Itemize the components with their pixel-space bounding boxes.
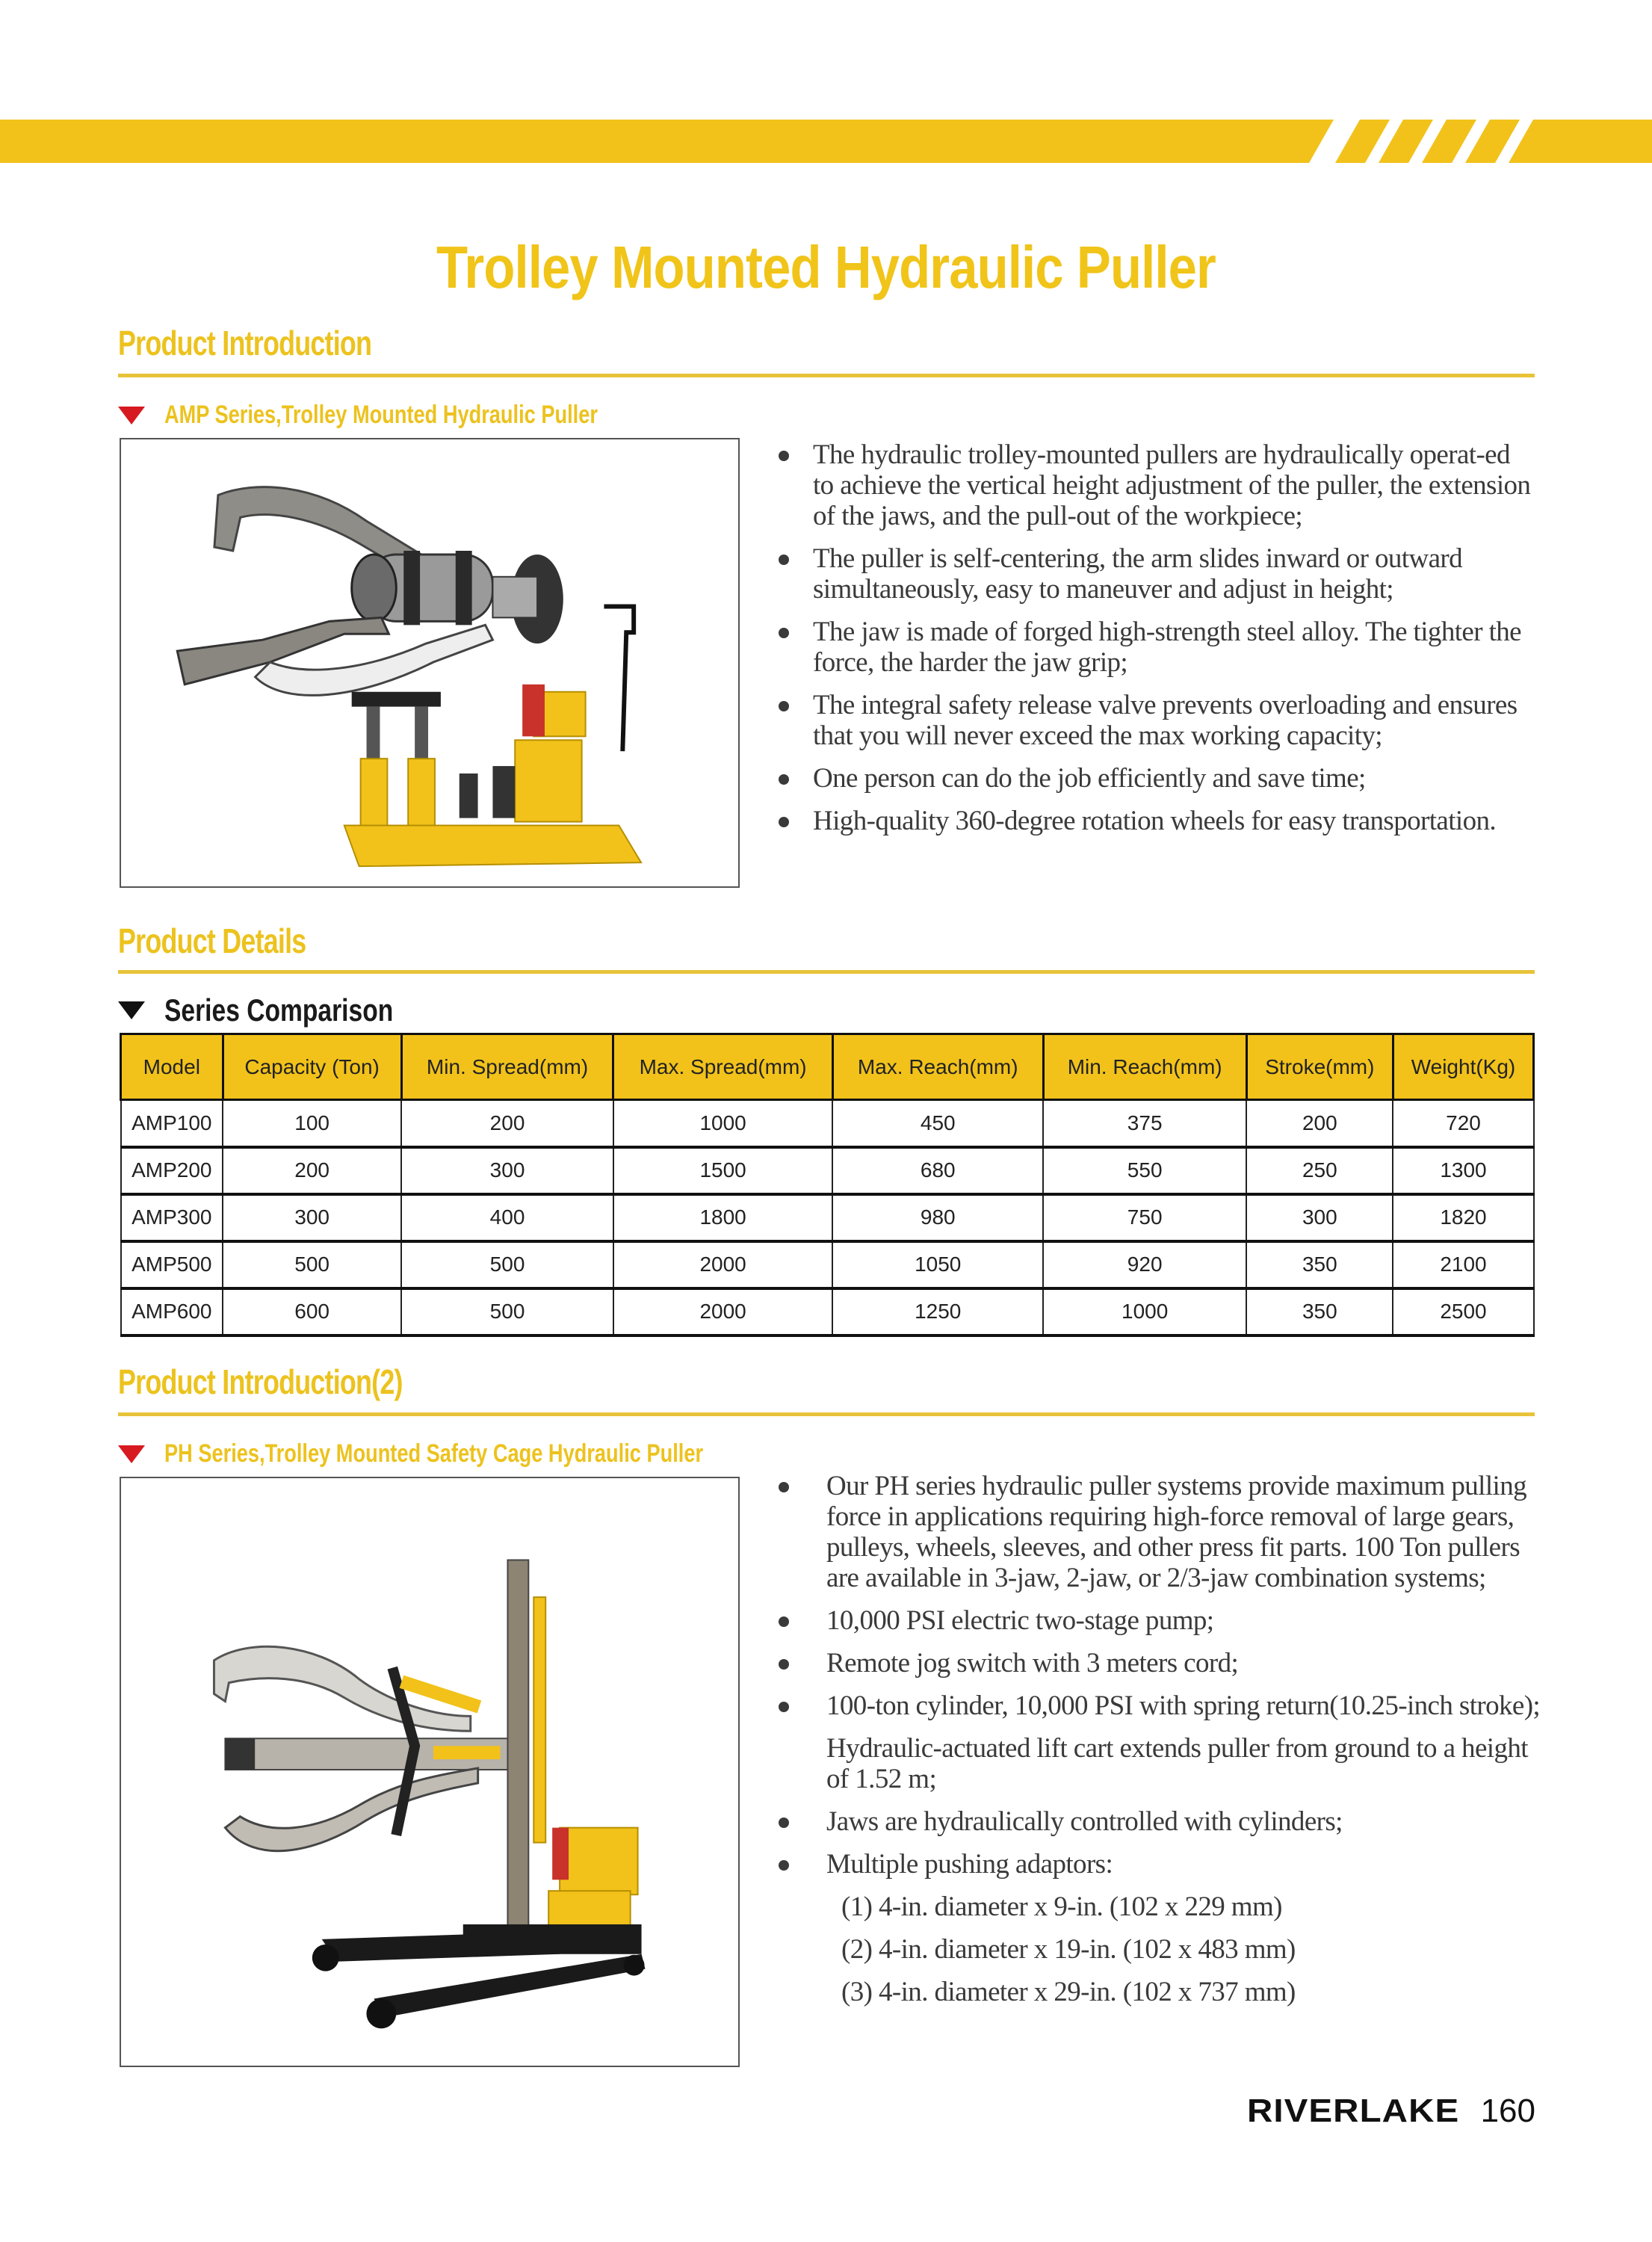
page-title: Trolley Mounted Hydraulic Puller xyxy=(436,234,1216,300)
feature-item: Jaws are hydraulically controlled with cylinders; xyxy=(779,1806,1541,1837)
table-cell: 1000 xyxy=(1043,1288,1246,1335)
table-row xyxy=(121,1100,1534,1147)
feature-item: Hydraulic-actuated lift cart extends puller from ground to a height of 1.52 m; xyxy=(826,1733,1528,1794)
adaptor-item: (3) 4-in. diameter x 29-in. (102 x 737 mm) xyxy=(841,1977,1296,2007)
adaptor-item: (2) 4-in. diameter x 19-in. (102 x 483 mm) xyxy=(841,1934,1296,1965)
header-stripe-graphic xyxy=(0,120,1652,163)
section-divider xyxy=(118,1412,1535,1416)
table-row xyxy=(121,1194,1534,1241)
column-header: Stroke(mm) xyxy=(1246,1034,1393,1100)
table-cell: 350 xyxy=(1246,1288,1393,1335)
bullet-icon xyxy=(779,1702,789,1712)
bullet-icon xyxy=(779,817,789,827)
table-cell: 1000 xyxy=(613,1100,832,1147)
feature-item: 100-ton cylinder, 10,000 PSI with spring return(10.25-inch stroke); xyxy=(779,1690,1541,1721)
table-cell: 750 xyxy=(1043,1194,1246,1241)
subheading-ph-series xyxy=(118,1439,838,1469)
page-footer xyxy=(1247,2093,1535,2130)
section-divider xyxy=(118,374,1535,377)
amp-puller-illustration xyxy=(121,439,738,886)
table-cell: 300 xyxy=(1246,1194,1393,1241)
ph-puller-illustration xyxy=(121,1478,738,2066)
table-cell: 2100 xyxy=(1393,1241,1533,1288)
column-header: Max. Spread(mm) xyxy=(613,1034,832,1100)
table-cell: 450 xyxy=(832,1100,1043,1147)
bullet-icon xyxy=(779,1616,789,1627)
triangle-down-icon xyxy=(118,1001,145,1019)
column-header: Model xyxy=(121,1034,223,1100)
adaptor-item: (1) 4-in. diameter x 9-in. (102 x 229 mm) xyxy=(841,1892,1282,1922)
feature-item: The jaw is made of forged high-strength steel alloy. The tighter the force, the harder the jaw grip; xyxy=(779,617,1533,678)
table-cell: 200 xyxy=(223,1147,401,1194)
page-number: 160 xyxy=(1480,2093,1535,2129)
subheading-text: PH Series,Trolley Mounted Safety Cage Hydraulic Puller xyxy=(164,1439,704,1468)
table-cell: 250 xyxy=(1246,1147,1393,1194)
table-cell: 2500 xyxy=(1393,1288,1533,1335)
table-cell: 1250 xyxy=(832,1288,1043,1335)
feature-item: The hydraulic trolley-mounted pullers are hydraulically operat-ed to achieve the vertical height adjustment of the puller, the extension of the jaws, and the pull-out of the workpiece; xyxy=(779,439,1533,531)
ph-puller-photo xyxy=(120,1477,740,2067)
table-cell: 980 xyxy=(832,1194,1043,1241)
series-comparison-table xyxy=(120,1033,1535,1337)
table-cell: 550 xyxy=(1043,1147,1246,1194)
section-heading-product-introduction-2: Product Introduction(2) xyxy=(118,1362,403,1401)
table-cell: 1500 xyxy=(613,1147,832,1194)
column-header: Capacity (Ton) xyxy=(223,1034,401,1100)
table-cell: 2000 xyxy=(613,1288,832,1335)
bullet-icon xyxy=(779,1482,789,1492)
table-cell: AMP200 xyxy=(121,1147,223,1194)
section-heading-product-introduction: Product Introduction xyxy=(118,324,372,362)
table-cell: 1050 xyxy=(832,1241,1043,1288)
table-cell: 350 xyxy=(1246,1241,1393,1288)
bullet-icon xyxy=(779,1860,789,1871)
table-cell: 200 xyxy=(1246,1100,1393,1147)
table-cell: 680 xyxy=(832,1147,1043,1194)
bullet-icon xyxy=(779,1818,789,1828)
table-cell: 300 xyxy=(401,1147,613,1194)
bullet-icon xyxy=(779,628,789,638)
table-cell: 600 xyxy=(223,1288,401,1335)
table-cell: AMP100 xyxy=(121,1100,223,1147)
bullet-icon xyxy=(779,701,789,711)
subheading-text: Series Comparison xyxy=(164,992,394,1028)
section-heading-product-details: Product Details xyxy=(118,921,306,960)
subheading-amp-series xyxy=(118,401,706,430)
table-cell: 500 xyxy=(223,1241,401,1288)
table-body xyxy=(121,1100,1534,1335)
table-cell: 500 xyxy=(401,1288,613,1335)
table-cell: 1300 xyxy=(1393,1147,1533,1194)
brand-logo: RIVERLAKE xyxy=(1247,2093,1460,2129)
table-header-row xyxy=(121,1034,1534,1100)
feature-item: One person can do the job efficiently and save time; xyxy=(779,763,1533,794)
feature-item: 10,000 PSI electric two-stage pump; xyxy=(779,1605,1541,1636)
bullet-icon xyxy=(779,774,789,785)
feature-item: High-quality 360-degree rotation wheels for easy transportation. xyxy=(779,806,1533,836)
header-band xyxy=(0,120,1652,163)
section-divider xyxy=(118,970,1535,974)
table-cell: 100 xyxy=(223,1100,401,1147)
table-cell: 200 xyxy=(401,1100,613,1147)
table-cell: AMP600 xyxy=(121,1288,223,1335)
amp-feature-list xyxy=(779,439,1533,848)
ph-feature-list xyxy=(779,1471,1541,2019)
bullet-icon xyxy=(779,1659,789,1670)
table-row xyxy=(121,1147,1534,1194)
amp-puller-photo xyxy=(120,438,740,888)
table-cell: AMP500 xyxy=(121,1241,223,1288)
table-cell: 300 xyxy=(223,1194,401,1241)
column-header: Min. Spread(mm) xyxy=(401,1034,613,1100)
table-cell: 375 xyxy=(1043,1100,1246,1147)
table-cell: 2000 xyxy=(613,1241,832,1288)
triangle-down-icon xyxy=(118,407,145,424)
table-cell: 920 xyxy=(1043,1241,1246,1288)
table-row xyxy=(121,1288,1534,1335)
column-header: Min. Reach(mm) xyxy=(1043,1034,1246,1100)
column-header: Max. Reach(mm) xyxy=(832,1034,1043,1100)
table-cell: 400 xyxy=(401,1194,613,1241)
feature-item: Remote jog switch with 3 meters cord; xyxy=(779,1648,1541,1679)
column-header: Weight(Kg) xyxy=(1393,1034,1533,1100)
table-cell: 500 xyxy=(401,1241,613,1288)
table-cell: AMP300 xyxy=(121,1194,223,1241)
table-cell: 1800 xyxy=(613,1194,832,1241)
subheading-text: AMP Series,Trolley Mounted Hydraulic Puller xyxy=(164,401,598,429)
feature-item: The puller is self-centering, the arm slides inward or outward simultaneously, easy to maneuver and adjust in height; xyxy=(779,543,1533,605)
bullet-icon xyxy=(779,555,789,565)
triangle-down-icon xyxy=(118,1445,145,1463)
feature-item: The integral safety release valve prevents overloading and ensures that you will never exceed the max working capacity; xyxy=(779,690,1533,751)
table-row xyxy=(121,1241,1534,1288)
subheading-series-comparison xyxy=(118,992,451,1028)
table-cell: 1820 xyxy=(1393,1194,1533,1241)
table-cell: 720 xyxy=(1393,1100,1533,1147)
bullet-icon xyxy=(779,451,789,461)
feature-item: Multiple pushing adaptors: xyxy=(779,1849,1541,1880)
feature-item: Our PH series hydraulic puller systems provide maximum pulling force in applications requiring high-force removal of large gears, pulleys, wheels, sleeves, and other press fit parts. 100 Ton pullers are available in 3-jaw, 2-jaw, or 2/3-jaw combination systems; xyxy=(779,1471,1541,1593)
